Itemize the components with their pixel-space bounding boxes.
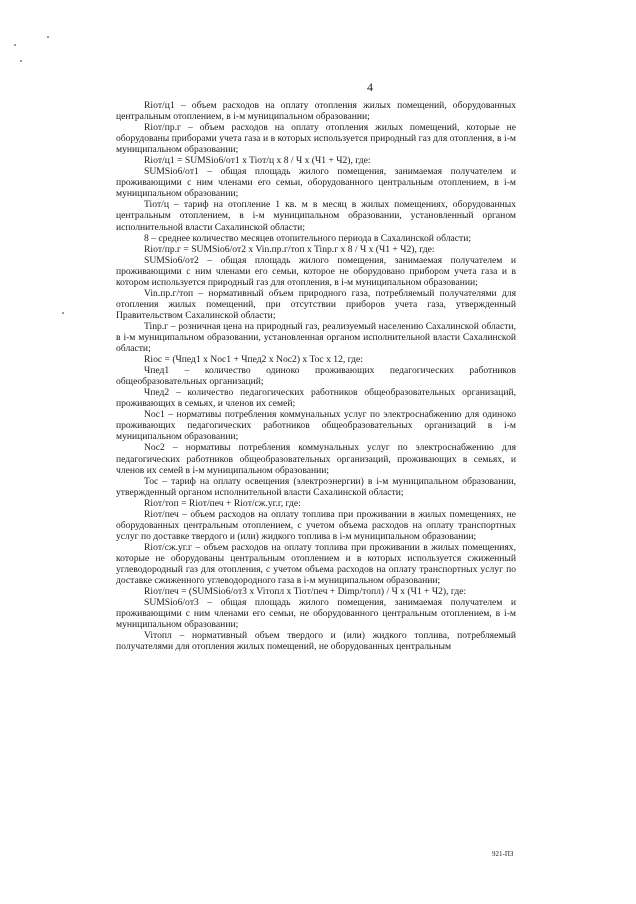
formula-r-ot-c1: Rioт/ц1 = SUMSio6/oт1 x Tioт/ц x 8 / Ч x (Ч1 + Ч2), где: xyxy=(144,155,371,167)
definition-n-oc2: Noc2 – нормативы потребления коммунальных услуг по электроснабжению для педагогических работников общеобразовательных организаций, проживающих в семьях, и членов их семей в i-м муниципальном образовании; xyxy=(116,442,516,476)
definition-r-ot-pech: Rioт/печ – объем расходов на оплату топлива при проживании в жилых помещениях, не оборудованных центральным отоплением, с учетом объема расходов на оплату транспортных услуг по доставке твердого и (или) жидкого топлива в i-м муниципальном образовании; xyxy=(116,508,516,542)
formula-r-ot-pech: Rioт/печ = (SUMSio6/oт3 x Viтопл x Tioт/печ + Dimр/топл) / Ч x (Ч1 + Ч2), где: xyxy=(144,586,467,598)
definition-r-ot-lpg: Rioт/сж.уг.г – объем расходов на оплату топлива при проживании в жилых помещениях, которые не оборудованы центральным отоплением и в которых используется сжиженный углеводородный газ для отопления, с учетом объема расходов на оплату транспортных услуг по доставке сжиженного углеводородного газа в i-м муниципальном образовании; xyxy=(116,541,516,587)
formula-r-oc: Rioc = (Чпед1 x Noc1 + Чпед2 x Noc2) x Toc x 12, где: xyxy=(144,354,363,366)
scan-speck xyxy=(14,44,16,46)
definition-r-ot-c1: Rioт/ц1 – объем расходов на оплату отопления жилых помещений, оборудованных центральным отоплением, в i-м муниципальном образовании; xyxy=(116,100,516,123)
definition-sums-ot3: SUMSio6/oт3 – общая площадь жилого помещения, занимаемая получателем и проживающими с ним членами его семьи, не оборудованного центральным отоплением, в i-м муниципальном образовании; xyxy=(116,597,516,631)
definition-ch-ped1: Чпед1 – количество одиноко проживающих педагогических работников общеобразовательных организаций; xyxy=(116,365,516,388)
formula-r-ot-top: Rioт/топ = Rioт/печ + Rioт/сж.уг.г, где: xyxy=(144,497,301,509)
definition-heating-months: 8 – среднее количество месяцев отопительного периода в Сахалинской области; xyxy=(144,232,472,244)
definition-v-gas-norm: Vin.пр.г/топ – нормативный объем природного газа, потребляемый получателями для отопления жилых помещений, при отсутствии приборов учета газа, утвержденный Правительством Сахалинской области; xyxy=(116,287,516,321)
definition-sums-ot1: SUMSio6/oт1 – общая площадь жилого помещения, занимаемая получателем и проживающими с ним членами его семьи, оборудованного центральным отоплением, в i-м муниципальном образовании; xyxy=(116,166,516,200)
definition-t-ot-c: Tioт/ц – тариф на отопление 1 кв. м в месяц в жилых помещениях, оборудованных центральным отоплением, в i-м муниципальном образовании, установленный органом исполнительной власти Сахалинской области; xyxy=(116,199,516,233)
scan-speck xyxy=(47,36,49,38)
definition-r-ot-pr-g: Rioт/пр.г – объем расходов на оплату отопления жилых помещений, которые не оборудованы приборами учета газа и в которых используется природный газ для отопления, в i-м муниципальном образовании; xyxy=(116,122,516,156)
document-body xyxy=(116,100,516,652)
formula-r-ot-pr-g: Rioт/пр.г = SUMSio6/oт2 x Vin.пр.г/топ x Tinр.г x 8 / Ч x (Ч1 + Ч2), где: xyxy=(144,243,435,255)
definition-ch-ped2: Чпед2 – количество педагогических работников общеобразовательных организаций, проживающих в семьях, и членов их семей; xyxy=(116,387,516,410)
definition-n-oc1: Noc1 – нормативы потребления коммунальных услуг по электроснабжению для одиноко проживающих педагогических работников общеобразовательных организаций в i-м муниципальном образовании; xyxy=(116,409,516,443)
definition-v-fuel: Viтопл – нормативный объем твердого и (или) жидкого топлива, потребляемый получателями для отопления жилых помещений, не оборудованных центральным xyxy=(116,630,516,653)
scan-speck xyxy=(20,60,22,62)
definition-t-oc: Toc – тариф на оплату освещения (электроэнергии) в i-м муниципальном образовании, утвержденный органом исполнительной власти Сахалинской области; xyxy=(116,475,516,498)
definition-t-gas-price: Tinр.г – розничная цена на природный газ, реализуемый населению Сахалинской области, в i-м муниципальном образовании, установленная органом исполнительной власти Сахалинской области; xyxy=(116,320,516,355)
definition-sums-ot2: SUMSio6/oт2 – общая площадь жилого помещения, занимаемая получателем и проживающими с ним членами его семьи, которое не оборудовано прибором учета газа и в котором используется природный газ для отопления, в i-м муниципальном образовании; xyxy=(116,254,516,288)
page-number: 4 xyxy=(367,80,373,94)
scan-speck xyxy=(62,312,64,314)
document-code: 921-ПЗ xyxy=(492,850,514,858)
